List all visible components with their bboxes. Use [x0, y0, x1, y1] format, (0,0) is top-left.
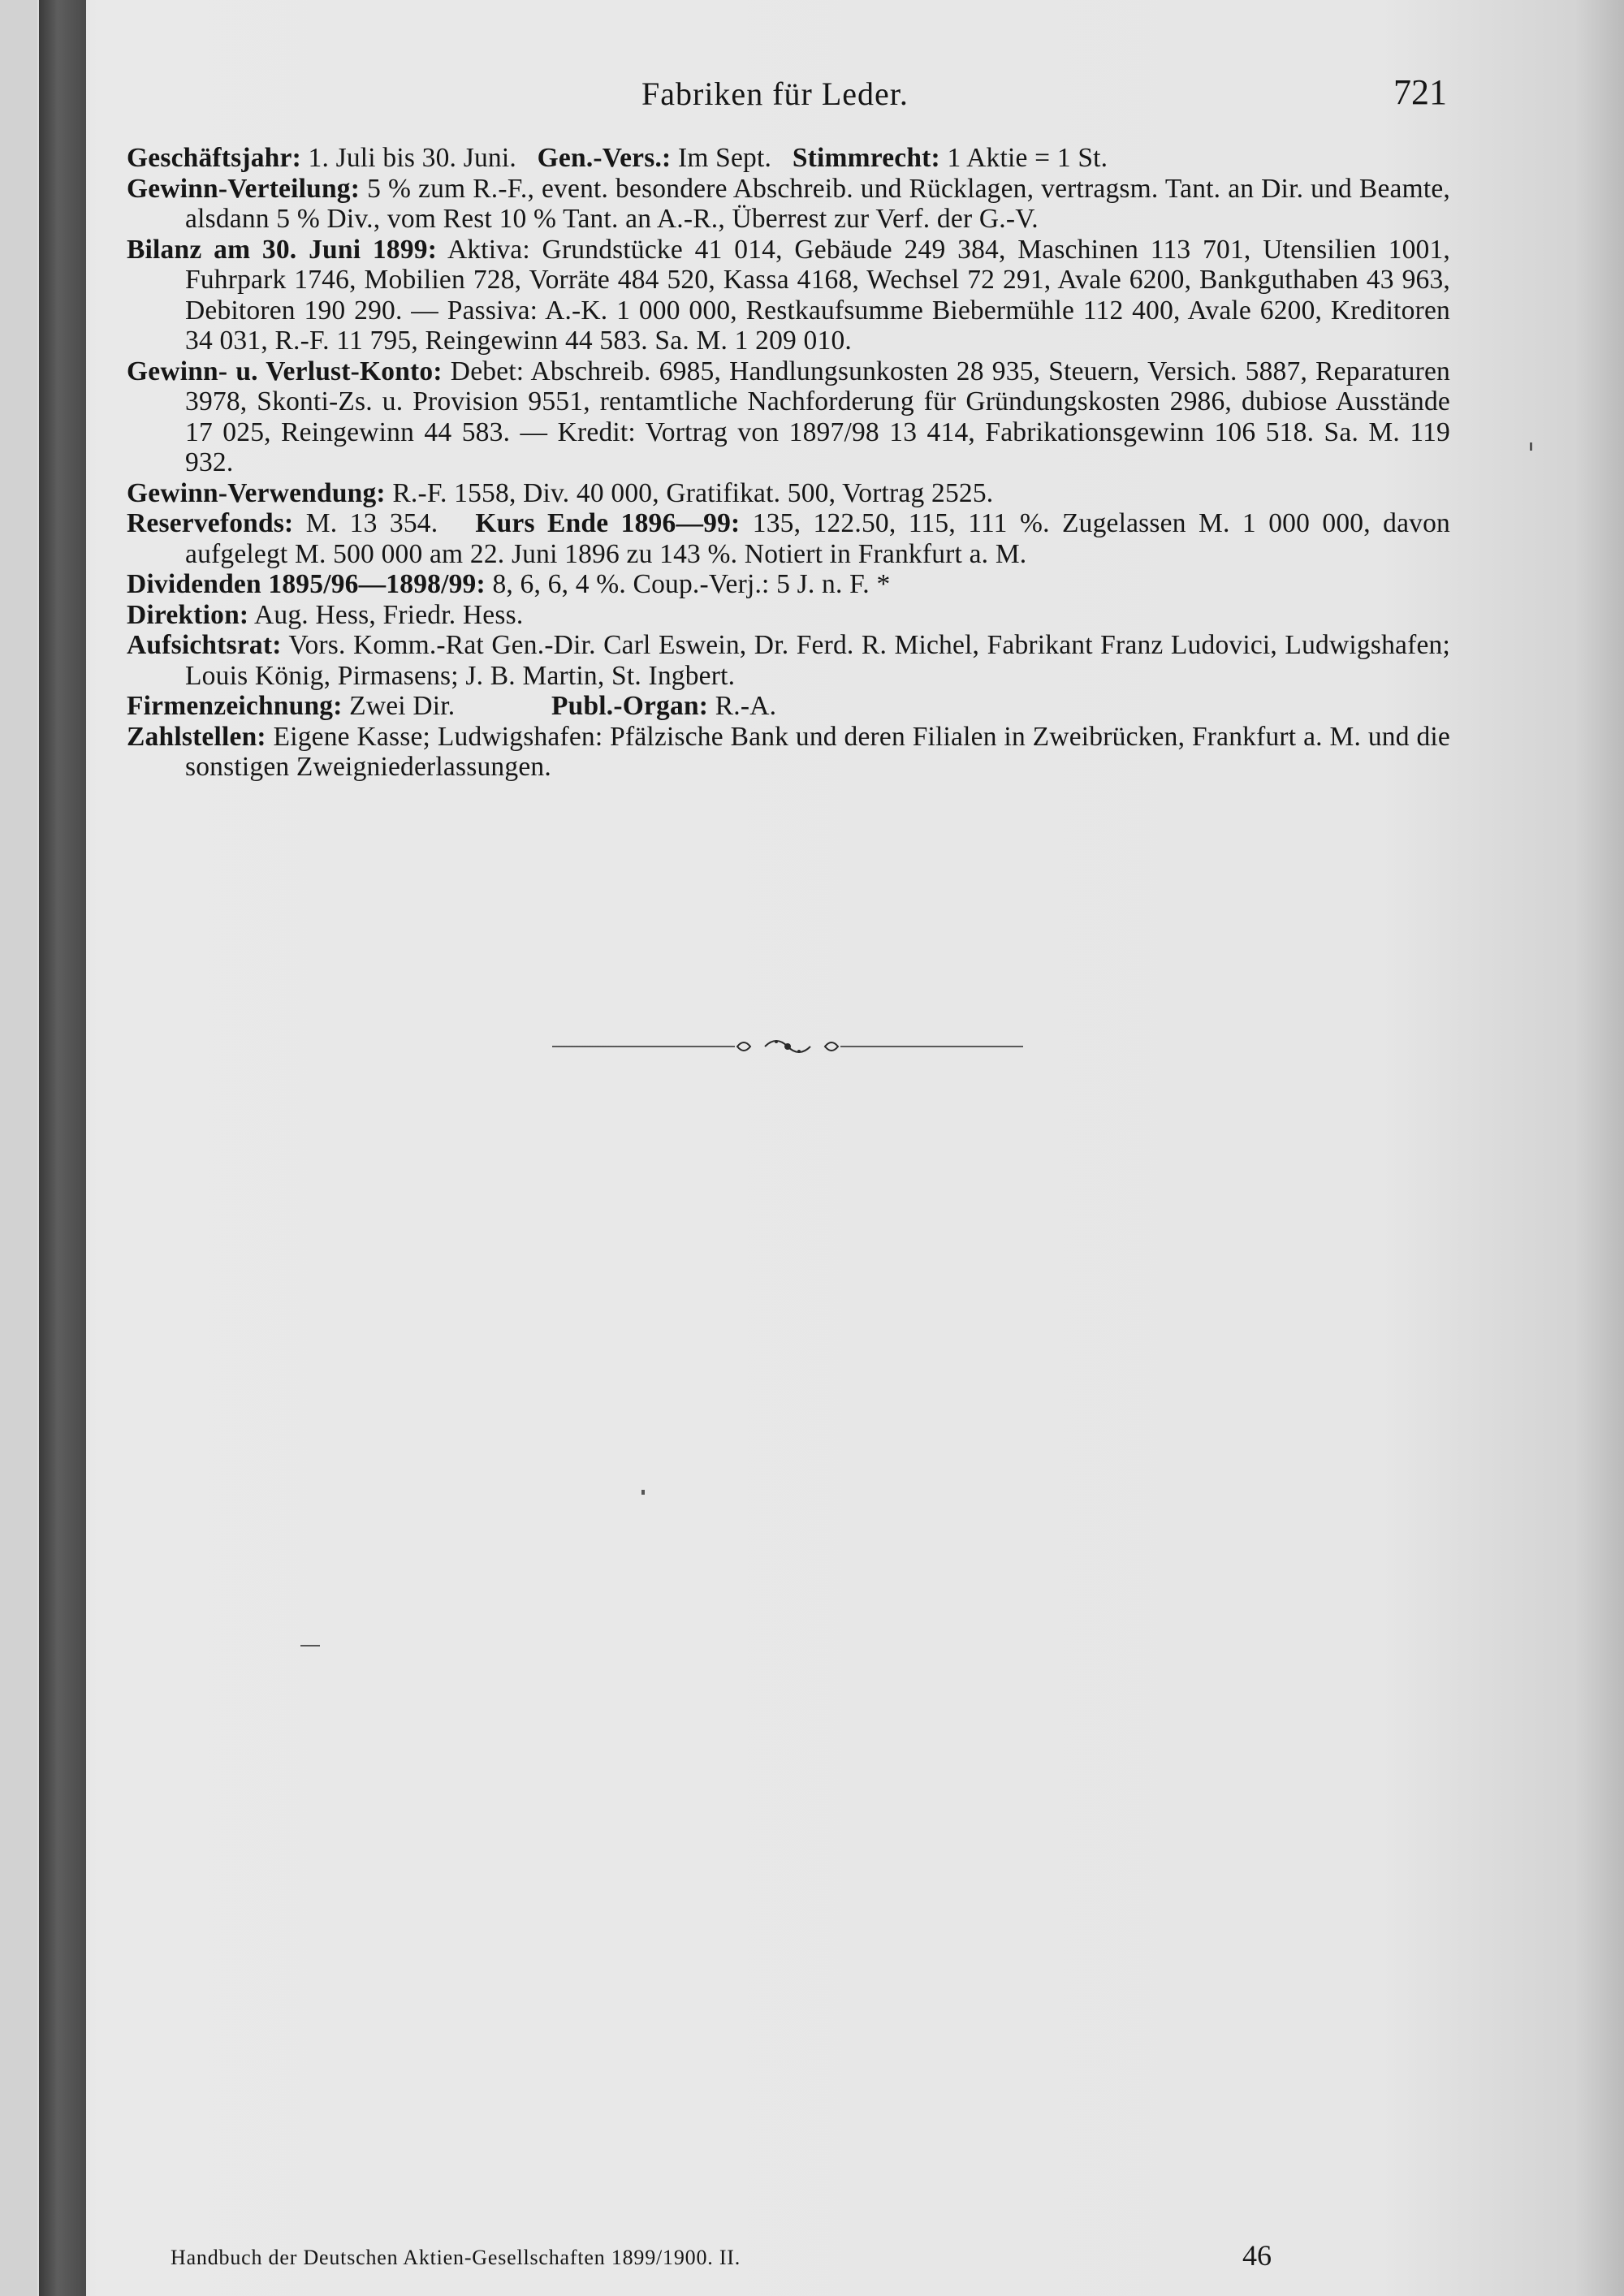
- entry-aufsichtsrat: [127, 630, 1450, 691]
- page-number: 721: [1393, 72, 1447, 112]
- entry-label: Firmenzeichnung:: [127, 691, 343, 721]
- book-title-footer: Handbuch der Deutschen Aktien-Gesellschaften 1899/1900. II.: [171, 2246, 741, 2269]
- page-gutter: [0, 0, 37, 2296]
- entry-label: Aufsichtsrat:: [127, 630, 282, 660]
- print-speck: [1530, 442, 1532, 451]
- entry-geschaeftsjahr: [127, 143, 1450, 174]
- entry-label: Reservefonds:: [127, 508, 294, 538]
- running-title: Fabriken für Leder.: [641, 76, 909, 112]
- entry-text: 5 % zum R.-F., event. besondere Abschreib. und Rücklagen, vertragsm. Tant. an Dir. und Beamte, alsdann 5 % Div., vom Rest 10 % Tant. an A.-R., Überrest zur Verf. der G.-V.: [185, 173, 1450, 234]
- entry-gewinn-verwendung: [127, 478, 1450, 509]
- entry-bilanz: [127, 235, 1450, 356]
- entry-text: R.-F. 1558, Div. 40 000, Gratifikat. 500, Vortrag 2525.: [392, 477, 994, 508]
- company-entry: [127, 143, 1450, 783]
- entry-text: Aug. Hess, Friedr. Hess.: [254, 599, 524, 630]
- print-speck: [300, 1645, 320, 1646]
- entry-firmenzeichnung: [127, 691, 1450, 722]
- entry-text: M. 13 354.: [305, 508, 438, 538]
- entry-dividenden: [127, 569, 1450, 600]
- entry-label: Gewinn- u. Verlust-Konto:: [127, 356, 443, 386]
- entry-reservefonds: [127, 508, 1450, 569]
- entry-text: Aktiva: Grundstücke 41 014, Gebäude 249 384, Maschinen 113 701, Utensilien 1001, Fuhrpark 1746, Mobilien 728, Vorräte 484 520, Kassa 4168, Wechsel 72 291, Avale 6200, Bankguthaben 43 963, Debitoren 190 290. — Passiva: A.-K. 1 000 000, Restkaufsumme Biebermühle 112 400, Avale 6200, Kreditoren 34 031, R.-F. 11 795, Reingewinn 44 583. Sa. M. 1 209 010.: [185, 234, 1451, 356]
- entry-text: Debet: Abschreib. 6985, Handlungsunkosten 28 935, Steuern, Versich. 5887, Reparaturen 3978, Skonti-Zs. u. Provision 9551, rentamtliche Nachforderung für Gründungskosten 2986, dubiose Ausstände 17 025, Reingewinn 44 583. — Kredit: Vortrag von 1897/98 13 414, Fabrikationsgewinn 106 518. Sa. M. 119 932.: [185, 356, 1450, 477]
- entry-label: Kurs Ende 1896—99:: [475, 508, 741, 538]
- entry-text: 8, 6, 6, 4 %. Coup.-Verj.: 5 J. n. F. *: [492, 569, 891, 599]
- entry-label: Bilanz am 30. Juni 1899:: [127, 234, 438, 265]
- entry-label: Publ.-Organ:: [551, 691, 709, 721]
- entry-text: Vors. Komm.-Rat Gen.-Dir. Carl Eswein, Dr. Ferd. R. Michel, Fabrikant Franz Ludovici, Ludwigshafen; Louis König, Pirmasens; J. B. Martin, St. Ingbert.: [185, 630, 1450, 691]
- entry-label: Geschäftsjahr:: [127, 143, 301, 173]
- entry-text: R.-A.: [715, 691, 777, 721]
- entry-gewinn-verlust-konto: [127, 356, 1450, 478]
- signature-mark: 46: [1242, 2239, 1272, 2272]
- book-spine-shadow: [39, 0, 86, 2296]
- entry-label: Gewinn-Verteilung:: [127, 173, 361, 204]
- entry-zahlstellen: [127, 722, 1450, 783]
- entry-text: Im Sept.: [677, 143, 772, 173]
- ornamental-divider-icon: [552, 1037, 1023, 1056]
- entry-gewinn-verteilung: [127, 174, 1450, 235]
- entry-text: Eigene Kasse; Ludwigshafen: Pfälzische Bank und deren Filialen in Zweibrücken, Frankfurt a. M. und die sonstigen Zweigniederlassungen.: [185, 721, 1450, 782]
- entry-label: Gen.-Vers.:: [537, 143, 672, 173]
- page-edge-shadow: [1575, 0, 1624, 2296]
- entry-direktion: [127, 600, 1450, 631]
- entry-text: 1 Aktie = 1 St.: [947, 143, 1108, 173]
- print-speck: [641, 1490, 645, 1495]
- entry-text: 1. Juli bis 30. Juni.: [308, 143, 516, 173]
- entry-text: Zwei Dir.: [349, 691, 456, 721]
- entry-label: Zahlstellen:: [127, 721, 266, 752]
- entry-label: Stimmrecht:: [792, 143, 940, 173]
- entry-label: Dividenden 1895/96—1898/99:: [127, 569, 486, 599]
- entry-text: 135, 122.50, 115, 111 %. Zugelassen M. 1 000 000, davon aufgelegt M. 500 000 am 22. Juni 1896 zu 143 %. Notiert in Frankfurt a. M.: [185, 508, 1450, 569]
- entry-label: Direktion:: [127, 599, 249, 630]
- entry-label: Gewinn-Verwendung:: [127, 477, 386, 508]
